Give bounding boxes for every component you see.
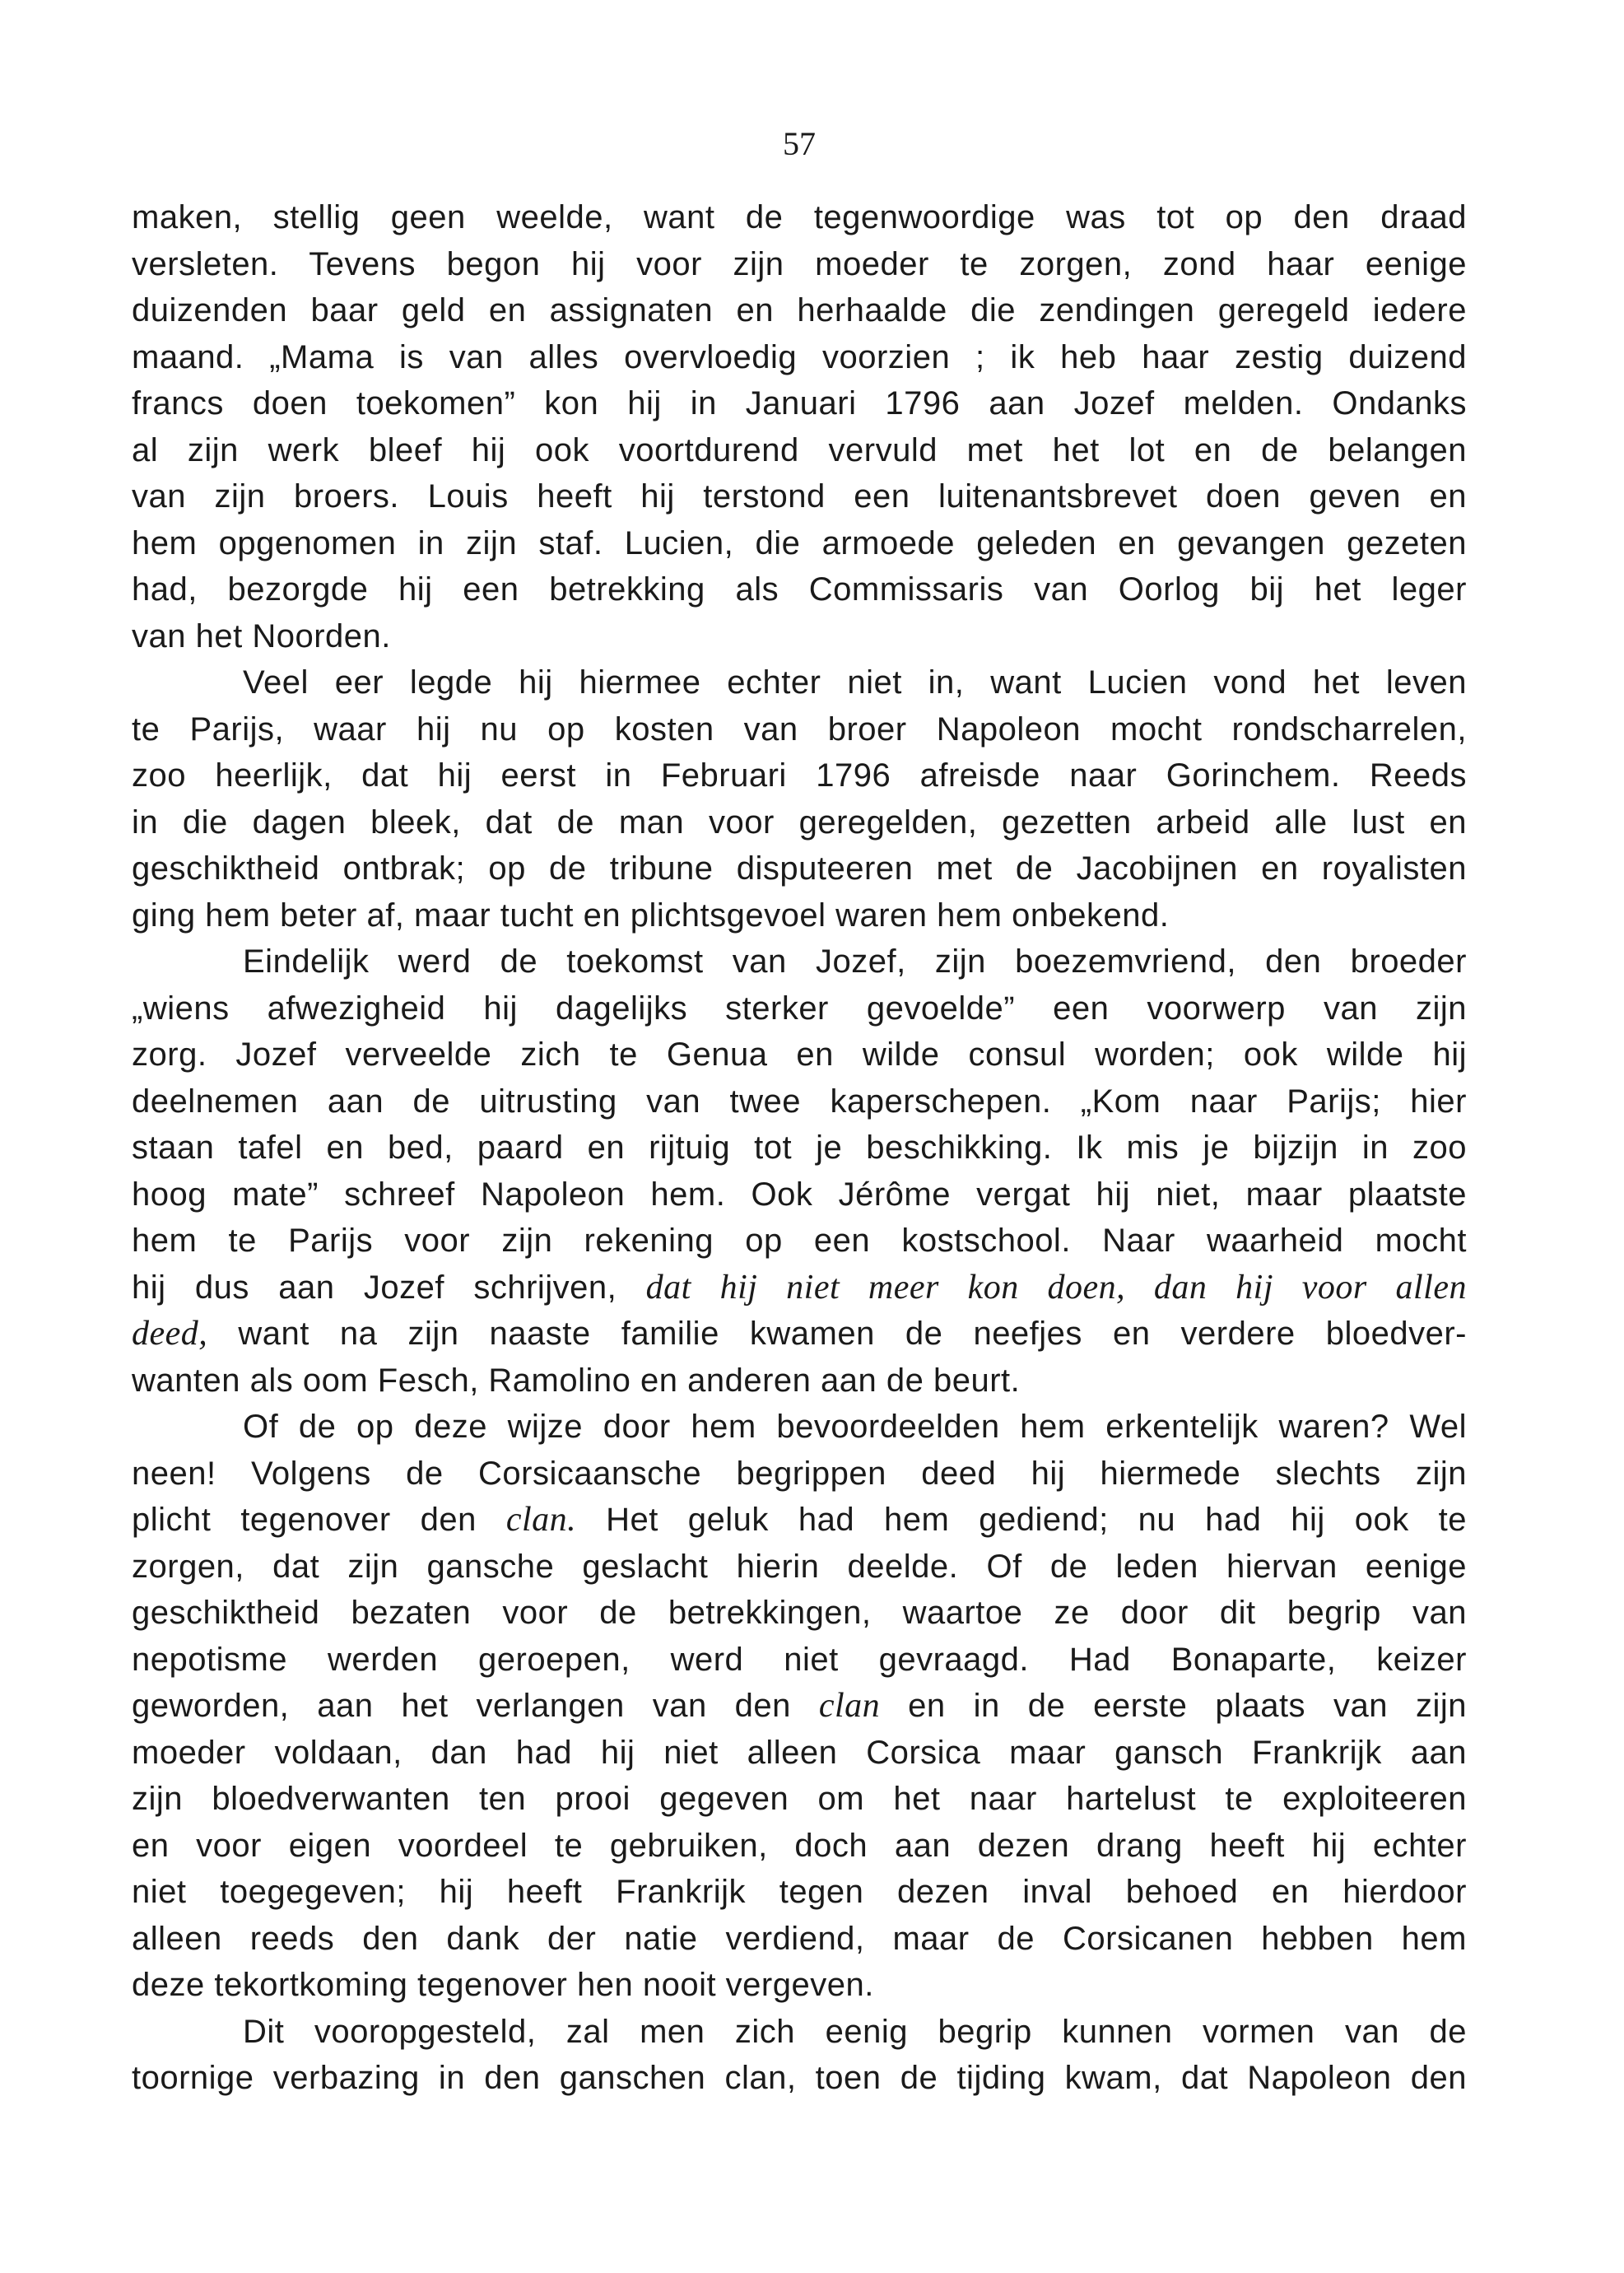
text-line xyxy=(132,334,1467,381)
text-line xyxy=(132,1404,1467,1451)
text-segment: deze tekortkoming tegenover hen nooit vergeven. xyxy=(132,1967,874,2003)
text-line xyxy=(132,1125,1467,1171)
italic-text: dat hij niet meer kon doen, dan hij voor allen xyxy=(645,1268,1467,1307)
text-line xyxy=(132,1776,1467,1823)
text-segment: geworden, aan het verlangen van den xyxy=(132,1688,819,1724)
text-line xyxy=(132,287,1467,334)
text-line xyxy=(132,427,1467,474)
text-line xyxy=(132,845,1467,892)
text-segment: alleen reeds den dank der natie verdiend, maar de Corsicanen hebben hem xyxy=(132,1920,1467,1957)
text-line xyxy=(132,1730,1467,1777)
text-line xyxy=(132,659,1467,706)
text-segment: al zijn werk bleef hij ook voortdurend vervuld met het lot en de belangen xyxy=(132,431,1467,468)
text-segment: „wiens afwezigheid hij dagelijks sterker gevoelde” een voorwerp van zijn xyxy=(132,990,1467,1027)
text-line xyxy=(132,1869,1467,1916)
text-segment: staan tafel en bed, paard en rijtuig tot je beschikking. Ik mis je bijzijn in zoo xyxy=(132,1130,1467,1166)
text-segment: van het Noorden. xyxy=(132,617,391,654)
text-segment: Eindelijk werd de toekomst van Jozef, zijn boezemvriend, den broeder xyxy=(243,943,1467,980)
text-segment: moeder voldaan, dan had hij niet alleen Corsica maar gansch Frankrijk aan xyxy=(132,1734,1467,1771)
text-segment: hem te Parijs voor zijn rekening op een kostschool. Naar waarheid mocht xyxy=(132,1223,1467,1259)
text-line xyxy=(132,1265,1467,1311)
text-segment: zijn bloedverwanten ten prooi gegeven om het naar hartelust te exploiteeren xyxy=(132,1781,1467,1817)
text-line xyxy=(132,2009,1467,2056)
text-segment: hij dus aan Jozef schrijven, xyxy=(132,1269,646,1306)
text-line xyxy=(132,194,1467,241)
text-segment: duizenden baar geld en assignaten en herhaalde die zendingen geregeld iedere xyxy=(132,292,1467,328)
text-segment: niet toegegeven; hij heeft Frankrijk tegen dezen inval behoed en hierdoor xyxy=(132,1874,1467,1910)
body-text xyxy=(132,194,1467,2102)
text-line xyxy=(132,1218,1467,1265)
text-segment: Dit vooropgesteld, zal men zich eenig begrip kunnen vormen van de xyxy=(243,2013,1467,2050)
text-line xyxy=(132,380,1467,427)
text-line xyxy=(132,1637,1467,1684)
text-line xyxy=(132,566,1467,613)
text-segment: zoo heerlijk, dat hij eerst in Februari 1796 afreisde naar Gorinchem. Reeds xyxy=(132,757,1467,794)
text-line xyxy=(132,1032,1467,1078)
text-segment: zorgen, dat zijn gansche geslacht hierin deelde. Of de leden hiervan eenige xyxy=(132,1548,1467,1585)
text-segment: wanten als oom Fesch, Ramolino en anderen aan de beurt. xyxy=(132,1362,1021,1399)
text-line xyxy=(132,1451,1467,1497)
text-line xyxy=(132,1823,1467,1870)
text-line xyxy=(132,799,1467,846)
text-line xyxy=(132,892,1467,939)
text-line xyxy=(132,1544,1467,1591)
text-line xyxy=(132,1358,1467,1404)
text-line xyxy=(132,1916,1467,1963)
text-line xyxy=(132,1311,1467,1358)
text-line xyxy=(132,752,1467,799)
text-line xyxy=(132,1497,1467,1544)
text-line xyxy=(132,520,1467,567)
text-line xyxy=(132,241,1467,288)
text-line xyxy=(132,1962,1467,2009)
text-segment: neen! Volgens de Corsicaansche begrippen deed hij hiermede slechts zijn xyxy=(132,1455,1467,1492)
text-segment: nepotisme werden geroepen, werd niet gevraagd. Had Bonaparte, keizer xyxy=(132,1641,1467,1678)
text-line xyxy=(132,613,1467,660)
text-segment: in die dagen bleek, dat de man voor geregelden, gezetten arbeid alle lust en xyxy=(132,803,1467,841)
text-segment: hoog mate” schreef Napoleon hem. Ook Jérôme vergat hij niet, maar plaatste xyxy=(132,1176,1467,1213)
text-segment: zorg. Jozef verveelde zich te Genua en wilde consul worden; ook wilde hij xyxy=(132,1036,1467,1073)
text-line xyxy=(132,985,1467,1032)
text-line xyxy=(132,939,1467,985)
text-line xyxy=(132,2055,1467,2102)
italic-text: clan. xyxy=(505,1501,577,1539)
text-segment: hem opgenomen in zijn staf. Lucien, die armoede geleden en gevangen gezeten xyxy=(132,524,1467,561)
page-number: 57 xyxy=(783,125,816,162)
text-segment: toornige verbazing in den ganschen clan, toen de tijding kwam, dat Napoleon den xyxy=(132,2060,1467,2096)
text-segment: geschiktheid bezaten voor de betrekkingen, waartoe ze door dit begrip van xyxy=(132,1595,1467,1631)
text-segment: versleten. Tevens begon hij voor zijn moeder te zorgen, zond haar eenige xyxy=(132,245,1467,282)
italic-text: deed, xyxy=(132,1315,208,1353)
text-segment: maand. „Mama is van alles overvloedig voorzien ; ik heb haar zestig duizend xyxy=(132,338,1467,375)
text-segment: plicht tegenover den xyxy=(132,1502,506,1538)
text-segment: had, bezorgde hij een betrekking als Commissaris van Oorlog bij het leger xyxy=(132,571,1467,608)
text-segment: van zijn broers. Louis heeft hij terstond een luitenantsbrevet doen geven en xyxy=(132,478,1467,515)
text-segment: en voor eigen voordeel te gebruiken, doch aan dezen drang heeft hij echter xyxy=(132,1827,1467,1864)
text-segment: ging hem beter af, maar tucht en plichtsgevoel waren hem onbekend. xyxy=(132,897,1170,934)
text-line xyxy=(132,1171,1467,1218)
text-segment: Veel eer legde hij hiermee echter niet in, want Lucien vond het leven xyxy=(243,664,1467,701)
text-segment: francs doen toekomen” kon hij in Januari 1796 aan Jozef melden. Ondanks xyxy=(132,385,1467,422)
text-line xyxy=(132,1590,1467,1637)
text-segment: want na zijn naaste familie kwamen de neefjes en verdere bloedver- xyxy=(207,1316,1467,1352)
text-line xyxy=(132,706,1467,753)
text-segment: maken, stellig geen weelde, want de tegenwoordige was tot op den draad xyxy=(132,199,1467,235)
italic-text: clan xyxy=(818,1687,881,1725)
text-segment: Het geluk had hem gediend; nu had hij ook te xyxy=(576,1502,1467,1538)
text-segment: geschiktheid ontbrak; op de tribune disputeeren met de Jacobijnen en royalisten xyxy=(132,850,1467,887)
page xyxy=(132,123,1467,2102)
text-segment: te Parijs, waar hij nu op kosten van broer Napoleon mocht rondscharrelen, xyxy=(132,710,1467,748)
text-line xyxy=(132,1078,1467,1125)
text-line xyxy=(132,1683,1467,1730)
text-segment: Of de op deze wijze door hem bevoordeelden hem erkentelijk waren? Wel xyxy=(243,1409,1467,1445)
text-segment: en in de eerste plaats van zijn xyxy=(880,1688,1468,1724)
text-segment: deelnemen aan de uitrusting van twee kaperschepen. „Kom naar Parijs; hier xyxy=(132,1083,1467,1120)
text-line xyxy=(132,473,1467,520)
